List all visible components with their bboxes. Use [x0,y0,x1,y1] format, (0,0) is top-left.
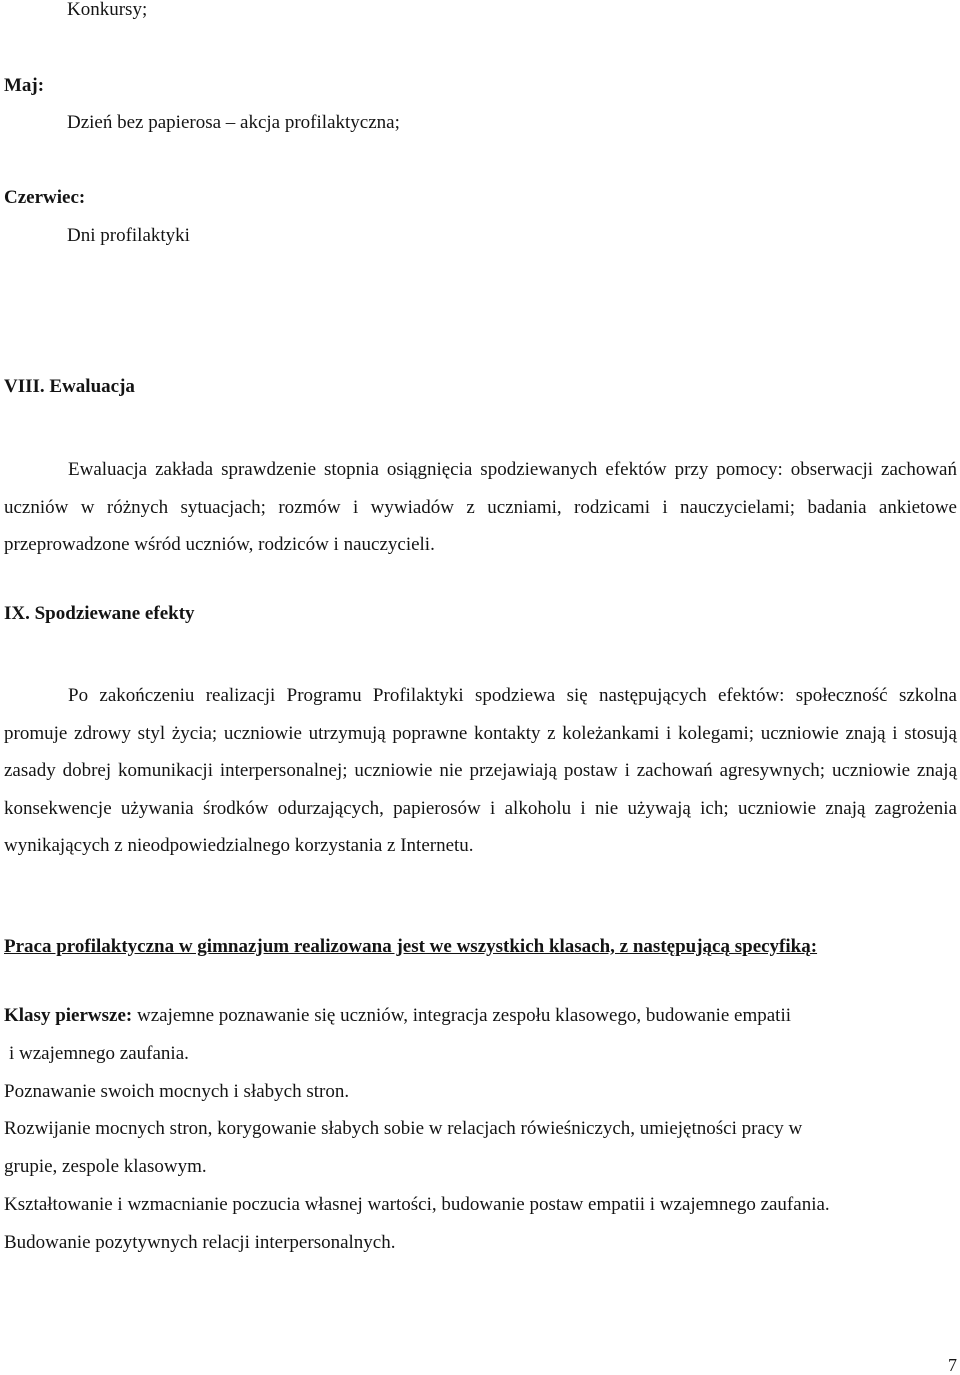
gimnazjum-heading: Praca profilaktyczna w gimnazjum realizowana jest we wszystkich klasach, z następującą specyfiką: [4,936,818,957]
may-item: Dzień bez papierosa – akcja profilaktyczna; [67,112,400,133]
konkursy-item: Konkursy; [67,0,148,20]
spec-item-2-line-2: grupie, zespole klasowym. [4,1156,207,1177]
spec-item-4: Budowanie pozytywnych relacji interpersonalnych. [4,1232,396,1253]
section-viii-body: Ewaluacja zakłada sprawdzenie stopnia osiągnięcia spodziewanych efektów przy pomocy: obserwacji zachowań uczniów w różnych sytuacjach; rozmów i wywiadów z uczniami, rodzicami i nauczycielami; badania ankietowe przeprowadzone wśród uczniów, rodziców i nauczycieli. [4,459,957,555]
section-ix-heading: IX. Spodziewane efekty [4,603,195,624]
june-label: Czerwiec: [4,187,86,208]
klasy-pierwsze-continuation: i wzajemnego zaufania. [9,1043,189,1064]
klasy-pierwsze-line [4,1004,791,1028]
may-label: Maj: [4,75,45,96]
spec-item-1: Poznawanie swoich mocnych i słabych stron. [4,1081,350,1102]
spec-item-3: Kształtowanie i wzmacnianie poczucia własnej wartości, budowanie postaw empatii i wzajemnego zaufania. [4,1194,830,1215]
klasy-pierwsze-text: wzajemne poznawanie się uczniów, integracja zespołu klasowego, budowanie empatii [132,1005,792,1026]
spec-item-2-line-1: Rozwijanie mocnych stron, korygowanie słabych sobie w relacjach rówieśniczych, umiejętności pracy w [4,1118,803,1139]
june-item: Dni profilaktyki [67,225,190,246]
section-ix-body: Po zakończeniu realizacji Programu Profilaktyki spodziewa się następujących efektów: społeczność szkolna promuje zdrowy styl życia; uczniowie utrzymują poprawne kontakty z koleżankami i kolegami; uczniowie znają i stosują zasady dobrej komunikacji interpersonalnej; uczniowie nie przejawiają postaw i zachowań agresywnych; uczniowie znają konsekwencje używania środków odurzających, papierosów i alkoholu i nie używają ich; uczniowie znają zagrożenia wynikających z nieodpowiedzialnego korzystania z Internetu. [4,685,957,857]
section-viii-heading: VIII. Ewaluacja [4,376,135,397]
klasy-pierwsze-label: Klasy pierwsze: [4,1005,133,1026]
page-number: 7 [948,1355,957,1375]
